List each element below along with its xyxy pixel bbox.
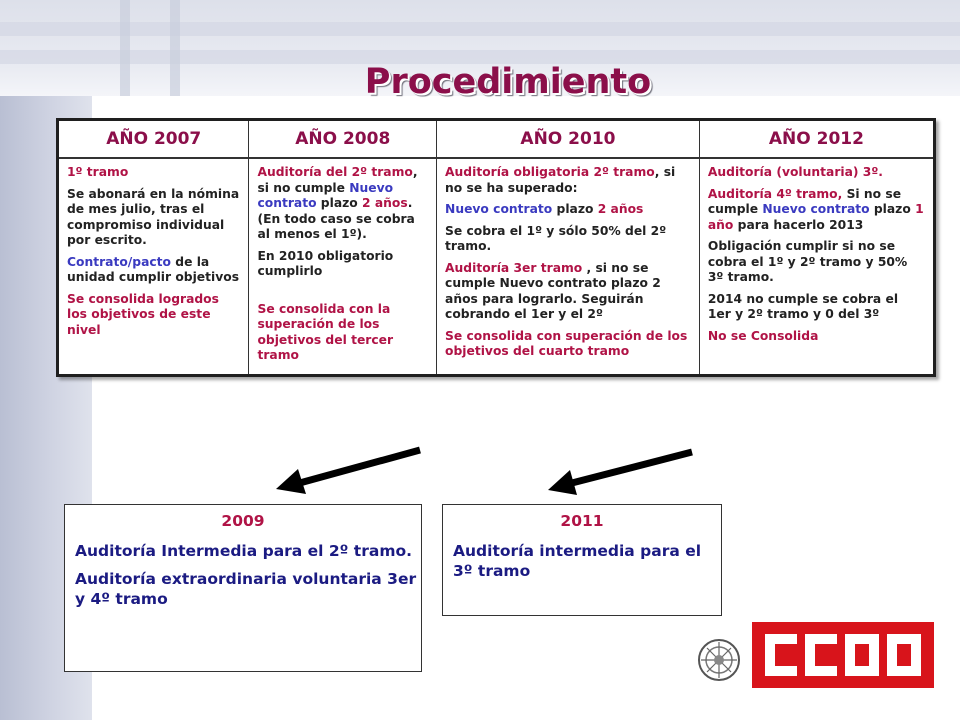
header-2007: AÑO 2007 (58, 120, 249, 159)
box-2011 (442, 504, 722, 616)
box-year: 2009 (221, 512, 265, 530)
cell-text: Se consolida con superación de los objetivos del cuarto tramo (445, 328, 688, 358)
cell-2007 (58, 158, 249, 375)
cell-2010 (437, 158, 700, 375)
background-band (0, 22, 960, 36)
cell-text: Auditoría del 2º tramo, si no cumple Nuevo contrato plazo 2 años. (En todo caso se cobra al menos el 1º). (257, 165, 418, 241)
cell-text: 2014 no cumple se cobra el 1er y 2º tramo y 0 del 3º (707, 291, 899, 321)
box-2009 (64, 504, 422, 672)
cell-text: Obligación cumplir si no se cobra el 1º y 2º tramo y 50% 3º tramo. (707, 239, 908, 284)
cell-text: Se consolida logrados los objetivos de este nivel (67, 291, 219, 337)
procedure-table (56, 118, 936, 377)
cell-2008 (249, 158, 437, 375)
cell-text: Se cobra el 1º y sólo 50% del 2º tramo. (445, 223, 667, 253)
header-2008: AÑO 2008 (249, 120, 437, 159)
ccoo-logo-mark (761, 630, 925, 680)
cell-text: Auditoría (voluntaria) 3º. (707, 165, 883, 179)
header-2010: AÑO 2010 (437, 120, 700, 159)
cell-text: Auditoría obligatoria 2º tramo, si no se ha superado: (445, 165, 676, 195)
cell-text: Se abonará en la nómina de mes julio, tras el compromiso individual por escrito. (67, 186, 240, 247)
ccoo-logo (752, 622, 934, 688)
header-2012: AÑO 2012 (699, 120, 934, 159)
cell-text: Auditoría 3er tramo , si no se cumple Nuevo contrato plazo 2 años para lograrlo. Seguirán cobrando el 1er y el 2º (445, 260, 661, 321)
cell-text: Se consolida con la superación de los objetivos del tercer tramo (257, 301, 394, 362)
box-text: Auditoría intermedia para el 3º tramo (453, 542, 702, 580)
cell-text: Contrato/pacto de la unidad cumplir objetivos (67, 254, 240, 284)
page-title: Procedimiento (364, 62, 652, 102)
arrow-left-icon (544, 446, 696, 496)
cell-text: No se Consolida (707, 328, 819, 343)
cell-text: En 2010 obligatorio cumplirlo (257, 248, 394, 278)
cell-text: 1º tramo (67, 165, 129, 179)
cell-text: Auditoría 4º tramo, Si no se cumple Nuevo contrato plazo 1 año para hacerlo 2013 (707, 186, 924, 232)
box-text: Auditoría Intermedia para el 2º tramo. (75, 542, 413, 560)
emblem-icon (694, 632, 744, 688)
box-text: Auditoría extraordinaria voluntaria 3er y 4º tramo (75, 570, 417, 608)
cell-text: Nuevo contrato plazo 2 años (445, 202, 644, 216)
box-year: 2011 (560, 512, 604, 530)
arrow-left-icon (272, 444, 424, 496)
cell-2012 (699, 158, 934, 375)
